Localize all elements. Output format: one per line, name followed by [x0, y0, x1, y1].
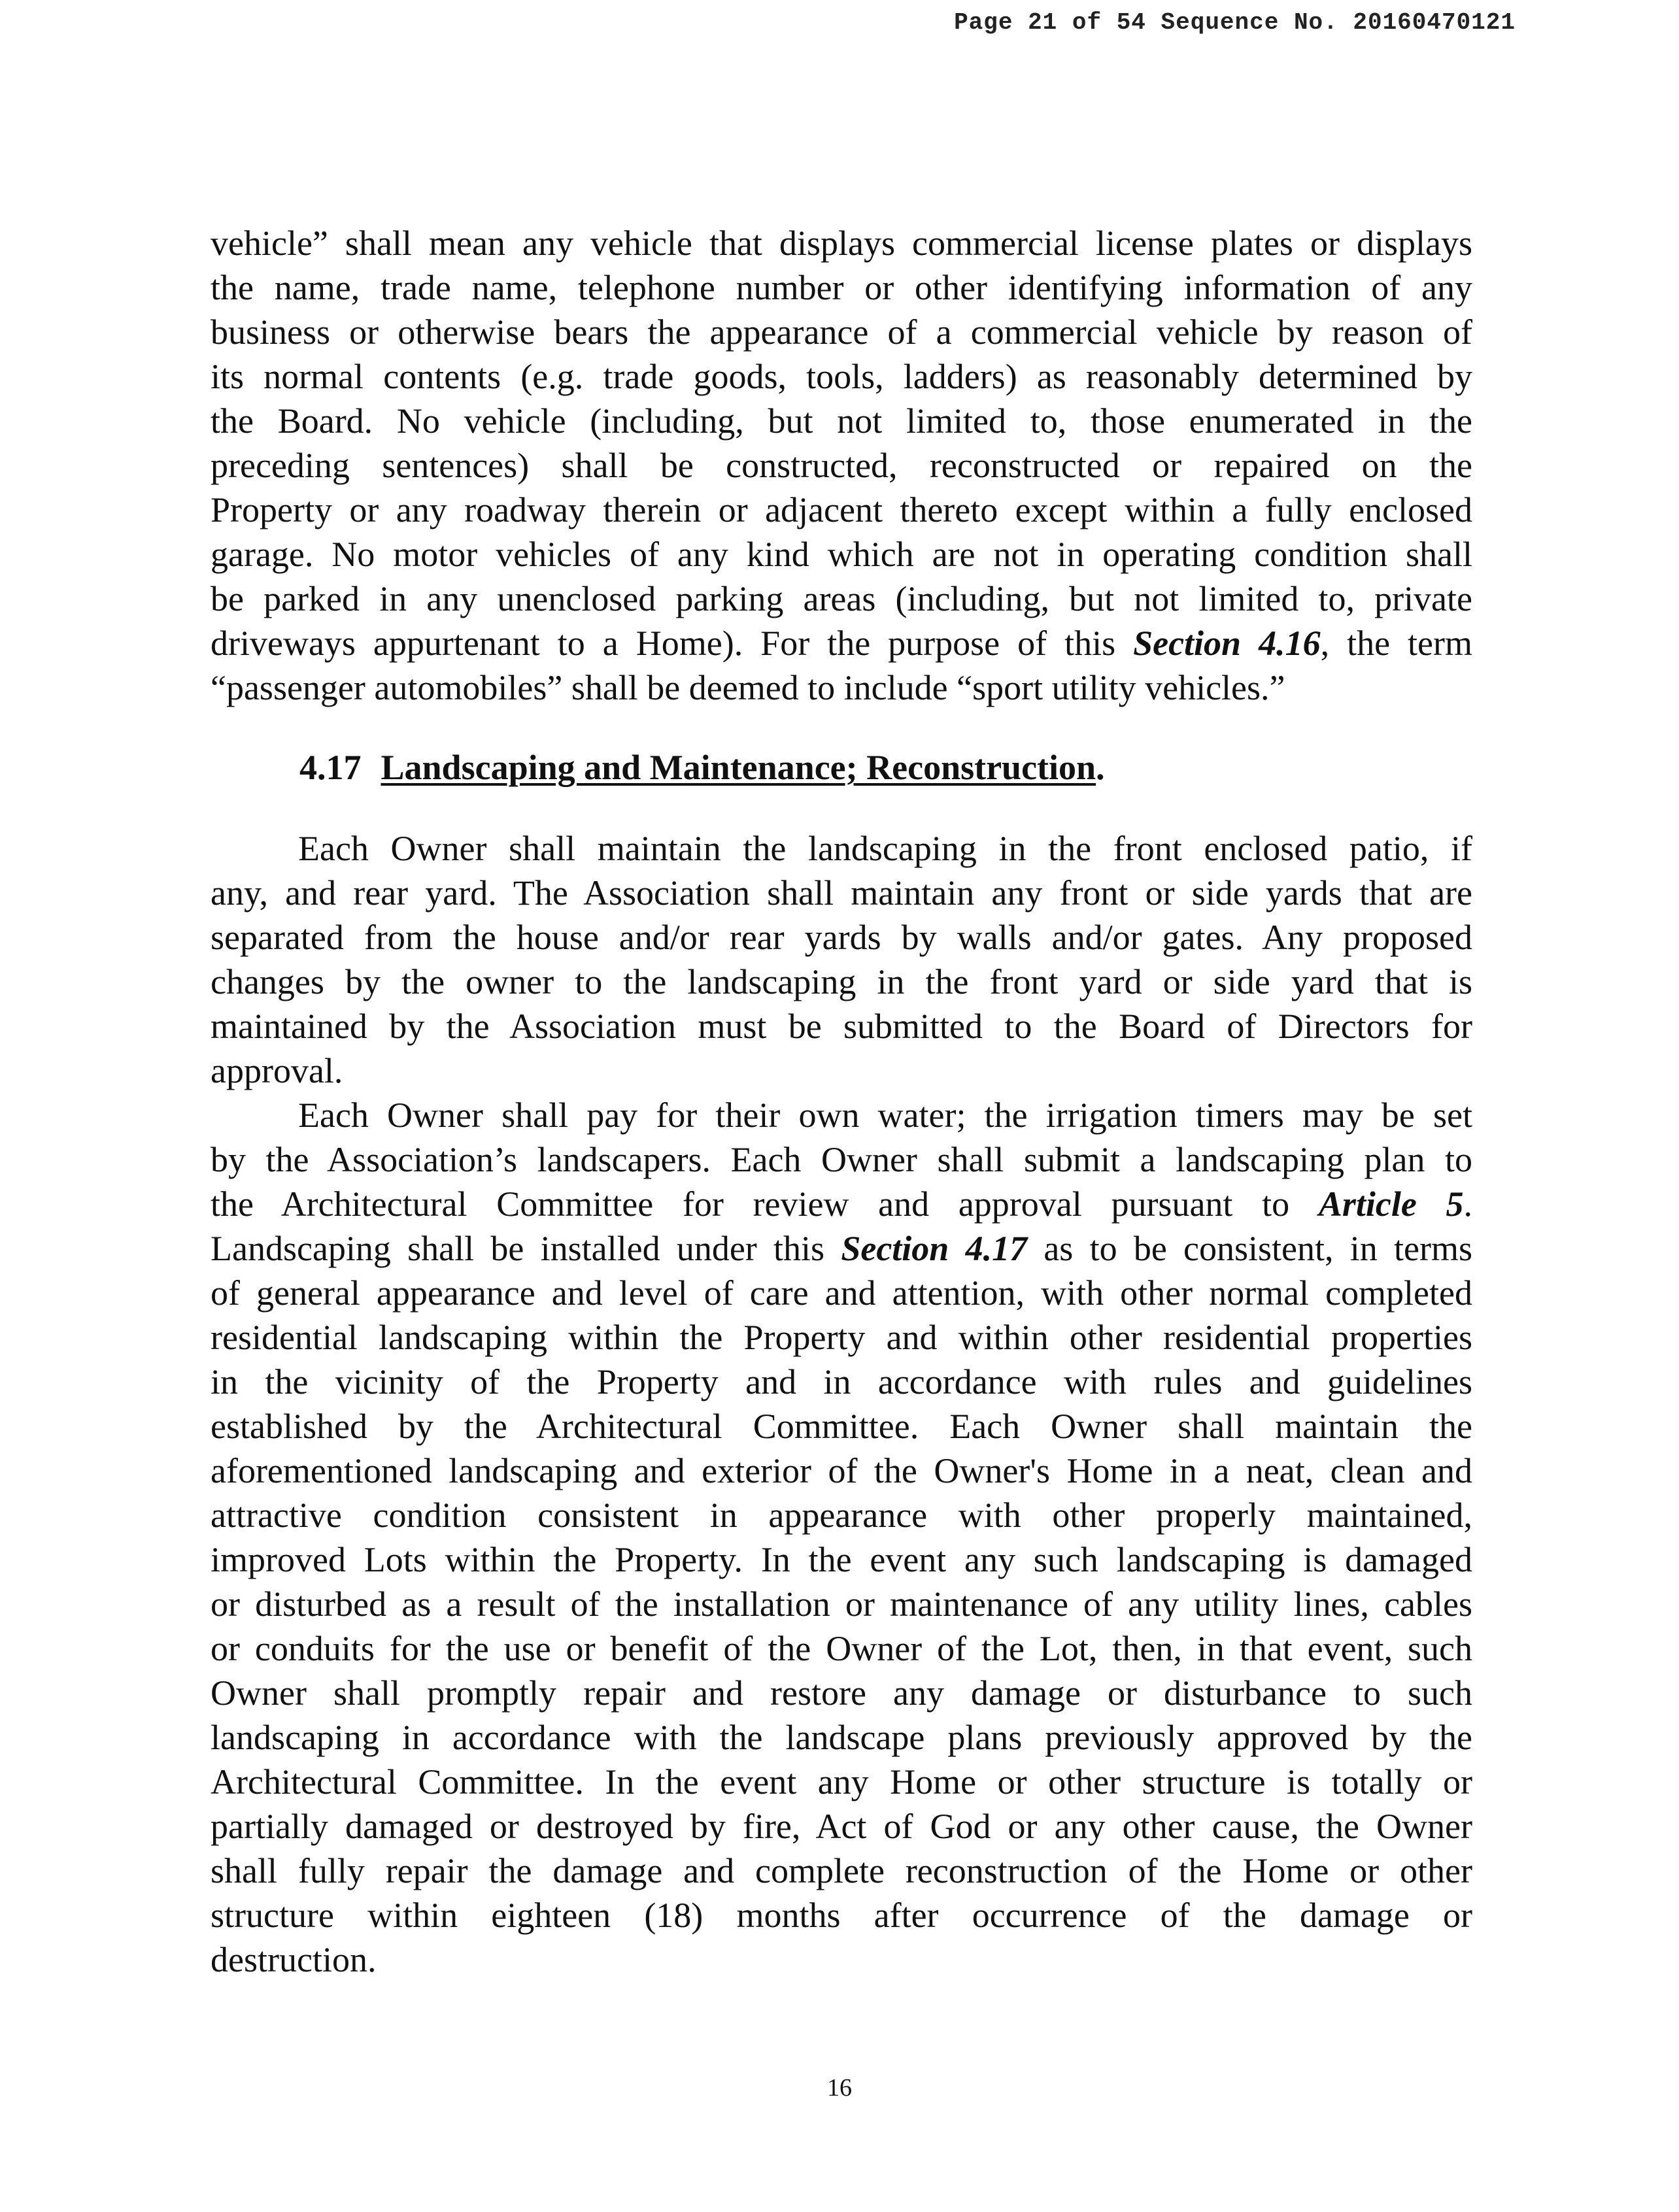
text-line: Each Owner shall maintain the landscaping in the front enclosed patio, if	[298, 829, 1472, 868]
text-line: shall fully repair the damage and complete reconstruction of the Home or other	[211, 1851, 1472, 1890]
text-line: garage. No motor vehicles of any kind which are not in operating condition shall	[211, 535, 1472, 574]
text-line: Architectural Committee. In the event any Home or other structure is totally or	[211, 1762, 1472, 1801]
text-line: any, and rear yard. The Association shall maintain any front or side yards that are	[211, 873, 1472, 913]
paragraph-commercial-vehicle	[211, 221, 1472, 710]
text-line: the name, trade name, telephone number or other identifying information of any	[211, 268, 1472, 307]
text-segment: driveways appurtenant to a Home). For the purpose of this	[211, 624, 1134, 663]
text-line: its normal contents (e.g. trade goods, tools, ladders) as reasonably determined by	[211, 357, 1472, 396]
text-segment: .	[1463, 1184, 1473, 1224]
text-line: vehicle” shall mean any vehicle that displays commercial license plates or displays	[211, 224, 1472, 263]
text-line: changes by the owner to the landscaping in the front yard or side yard that is	[211, 962, 1472, 1001]
text-line: Owner shall promptly repair and restore any damage or disturbance to such	[211, 1673, 1472, 1713]
text-segment: Landscaping shall be installed under this	[211, 1229, 841, 1268]
text-line: residential landscaping within the Property and within other residential properties	[211, 1318, 1472, 1357]
text-line: approval.	[211, 1051, 343, 1090]
section-reference: Section 4.16	[1133, 624, 1321, 663]
text-line: business or otherwise bears the appearance of a commercial vehicle by reason of	[211, 312, 1472, 352]
text-line: of general appearance and level of care and attention, with other normal completed	[211, 1273, 1472, 1313]
text-line	[211, 621, 1472, 665]
text-segment: as to be consistent, in terms	[1027, 1229, 1472, 1268]
text-line: Property or any roadway therein or adjacent thereto except within a fully enclosed	[211, 490, 1472, 529]
text-line: Each Owner shall pay for their own water; the irrigation timers may be set	[298, 1096, 1472, 1135]
text-line: destruction.	[211, 1940, 377, 1979]
text-line	[211, 1226, 1472, 1271]
text-line: improved Lots within the Property. In the event any such landscaping is damaged	[211, 1540, 1472, 1579]
text-line: or conduits for the use or benefit of the Owner of the Lot, then, in that event, such	[211, 1629, 1472, 1668]
text-line: structure within eighteen (18) months after occurrence of the damage or	[211, 1896, 1472, 1935]
text-line: established by the Architectural Committee. Each Owner shall maintain the	[211, 1407, 1472, 1446]
section-title-period: .	[1096, 748, 1105, 787]
text-segment: , the term	[1320, 624, 1472, 663]
text-segment: the Architectural Committee for review and approval pursuant to	[211, 1184, 1319, 1224]
text-line: “passenger automobiles” shall be deemed to include “sport utility vehicles.”	[211, 668, 1285, 707]
text-line	[211, 1182, 1472, 1226]
document-body	[211, 221, 1472, 1982]
text-line: maintained by the Association must be submitted to the Board of Directors for	[211, 1007, 1472, 1046]
text-line: or disturbed as a result of the installation or maintenance of any utility lines, cables	[211, 1584, 1472, 1624]
text-line: partially damaged or destroyed by fire, Act of God or any other cause, the Owner	[211, 1807, 1472, 1846]
page-sequence-header: Page 21 of 54 Sequence No. 20160470121	[954, 9, 1516, 36]
paragraph-owner-water-reconstruction	[211, 1093, 1472, 1982]
text-line: landscaping in accordance with the landscape plans previously approved by the	[211, 1718, 1472, 1757]
text-line: attractive condition consistent in appearance with other properly maintained,	[211, 1496, 1472, 1535]
section-title: Landscaping and Maintenance; Reconstruction	[381, 748, 1096, 787]
section-heading	[211, 745, 1472, 790]
text-line: preceding sentences) shall be constructed, reconstructed or repaired on the	[211, 446, 1472, 485]
text-line: be parked in any unenclosed parking areas (including, but not limited to, private	[211, 579, 1472, 618]
section-number: 4.17	[299, 748, 362, 787]
article-reference: Article 5	[1318, 1184, 1464, 1224]
paragraph-landscaping-maintenance	[211, 826, 1472, 1093]
section-reference: Section 4.17	[841, 1229, 1028, 1268]
text-line: separated from the house and/or rear yards by walls and/or gates. Any proposed	[211, 918, 1472, 957]
text-line: the Board. No vehicle (including, but not limited to, those enumerated in the	[211, 401, 1472, 441]
text-line: by the Association’s landscapers. Each Owner shall submit a landscaping plan to	[211, 1140, 1472, 1179]
text-line: in the vicinity of the Property and in accordance with rules and guidelines	[211, 1362, 1472, 1401]
page-number: 16	[827, 2074, 852, 2102]
text-line: aforementioned landscaping and exterior of the Owner's Home in a neat, clean and	[211, 1451, 1472, 1490]
